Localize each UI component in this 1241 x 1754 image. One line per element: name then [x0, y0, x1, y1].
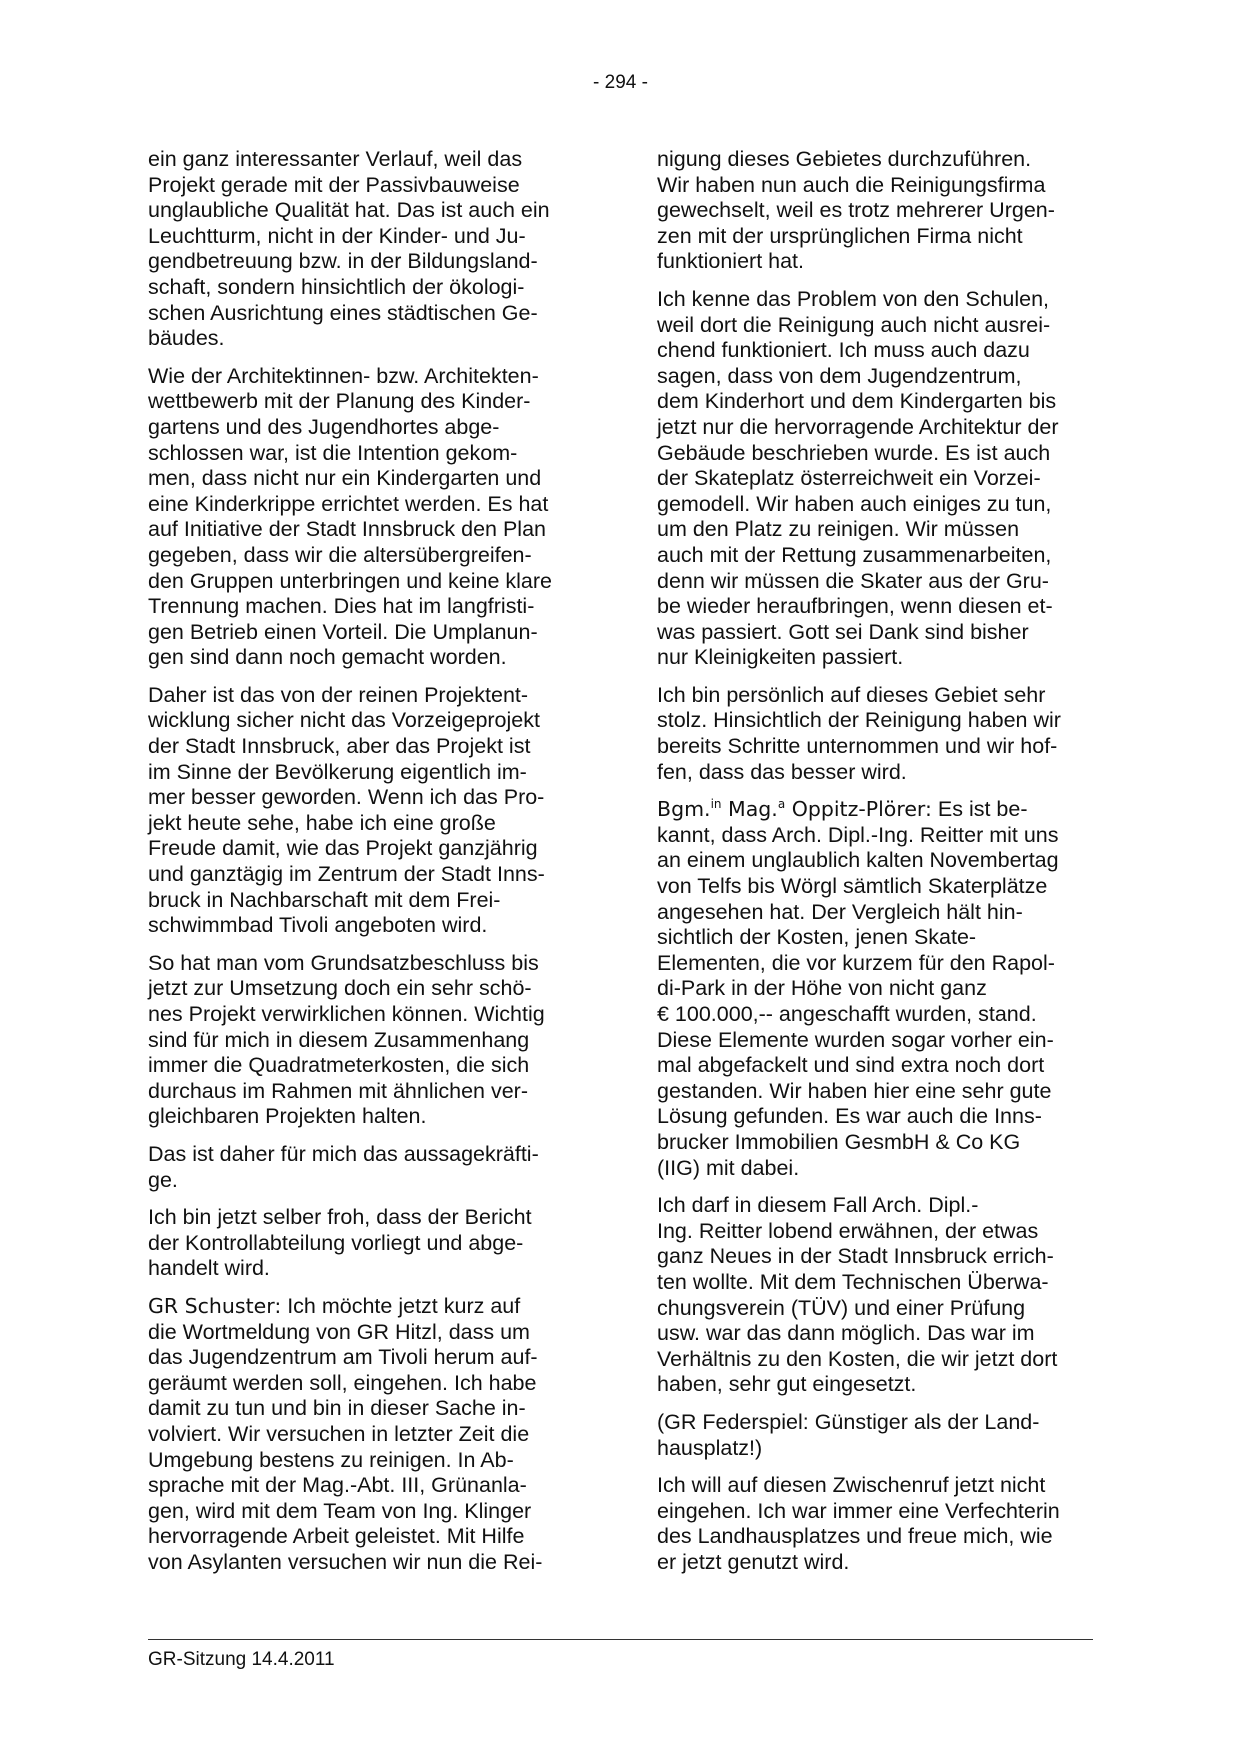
text-line: Das ist daher für mich das aussagekräfti- [148, 1141, 539, 1166]
text-line: Gebäude beschrieben wurde. Es ist auch [657, 440, 1051, 465]
text-line: an einem unglaublich kalten Novembertag [657, 848, 1059, 873]
text-line: gen, wird mit dem Team von Ing. Klinger [148, 1498, 532, 1523]
text-line [148, 1294, 584, 1320]
text-line: Wir haben nun auch die Reinigungsfirma [657, 172, 1046, 197]
text-line: chend funktioniert. Ich muss auch dazu [657, 338, 1030, 363]
text-line: jetzt nur die hervorragende Architektur der [657, 414, 1059, 439]
text-line: was passiert. Gott sei Dank sind bisher [657, 619, 1029, 644]
text-line: bereits Schritte unternommen und wir hof- [657, 734, 1058, 759]
right-column [657, 147, 1093, 1587]
speaker-title-suffix: in [710, 797, 722, 812]
text-line: sprache mit der Mag.-Abt. III, Grünanla- [148, 1473, 527, 1498]
text-line: weil dort die Reinigung auch nicht ausrei- [657, 312, 1051, 337]
text-line: den Gruppen unterbringen und keine klare [148, 568, 553, 593]
paragraph [148, 683, 584, 939]
paragraph [657, 147, 1093, 275]
text-line: sind für mich in diesem Zusammenhang [148, 1027, 530, 1052]
text-line: auf Initiative der Stadt Innsbruck den Plan [148, 517, 546, 542]
text-line: nigung dieses Gebietes durchzuführen. [657, 147, 1032, 171]
text-line: der Kontrollabteilung vorliegt und abge- [148, 1230, 524, 1255]
text-line: sichtlich der Kosten, jenen Skate- [657, 925, 977, 950]
text-line: ganz Neues in der Stadt Innsbruck errich- [657, 1244, 1054, 1269]
speech-text: Es ist be- [931, 797, 1028, 822]
text-line: mer besser geworden. Wenn ich das Pro- [148, 785, 545, 810]
text-line: des Landhausplatzes und freue mich, wie [657, 1524, 1053, 1549]
text-line: eingehen. Ich war immer eine Verfechterin [657, 1498, 1060, 1523]
text-line: Ich kenne das Problem von den Schulen, [657, 286, 1050, 311]
text-line: gartens und des Jugendhortes abge- [148, 414, 500, 439]
text-line: wicklung sicher nicht das Vorzeigeprojekt [148, 708, 540, 733]
text-line: Ich bin jetzt selber froh, dass der Bericht [148, 1205, 532, 1230]
text-line: damit zu tun und bin in dieser Sache in- [148, 1396, 526, 1421]
text-line: das Jugendzentrum am Tivoli herum auf- [148, 1345, 538, 1370]
text-line: jekt heute sehe, habe ich eine große [148, 810, 496, 835]
speech-text: Ich möchte jetzt kurz auf [281, 1293, 521, 1318]
paragraph [148, 147, 584, 352]
text-line: di-Park in der Höhe von nicht ganz [657, 976, 987, 1001]
speaker-surname: Oppitz-Plörer: [785, 797, 932, 822]
text-line: zen mit der ursprünglichen Firma nicht [657, 223, 1023, 248]
speaker-paragraph [148, 1294, 584, 1576]
speaker-name [657, 797, 932, 821]
text-line: angesehen hat. Der Vergleich hält hin- [657, 899, 1023, 924]
text-line: kannt, dass Arch. Dipl.-Ing. Reitter mit uns [657, 822, 1059, 847]
text-line: ein ganz interessanter Verlauf, weil das [148, 147, 523, 171]
text-line: der Stadt Innsbruck, aber das Projekt ist [148, 734, 531, 759]
paragraph [148, 1142, 584, 1193]
text-line: chungsverein (TÜV) und einer Prüfung [657, 1295, 1026, 1320]
text-line: (GR Federspiel: Günstiger als der Land- [657, 1409, 1040, 1434]
paragraph [148, 1205, 584, 1282]
text-line: mal abgefackelt und sind extra noch dort [657, 1053, 1045, 1078]
speaker-paragraph [657, 797, 1093, 1181]
text-line: gewechselt, weil es trotz mehrerer Urgen- [657, 198, 1055, 223]
text-line: nur Kleinigkeiten passiert. [657, 645, 904, 670]
text-line: stolz. Hinsichtlich der Reinigung haben wir [657, 708, 1061, 733]
left-column [148, 147, 584, 1587]
text-line: und ganztägig im Zentrum der Stadt Inns- [148, 862, 545, 887]
text-line: um den Platz zu reinigen. Wir müssen [657, 517, 1020, 542]
text-line: schlossen war, ist die Intention gekom- [148, 440, 518, 465]
text-line: Trennung machen. Dies hat im langfristi- [148, 594, 535, 619]
interjection-paragraph [657, 1410, 1093, 1461]
text-line: gen Betrieb einen Vorteil. Die Umplanun- [148, 619, 538, 644]
page-number: - 294 - [593, 72, 648, 93]
text-line: schaft, sondern hinsichtlich der ökologi- [148, 274, 525, 299]
speaker-name: GR Schuster: [148, 1293, 282, 1318]
paragraph [657, 287, 1093, 671]
text-line: im Sinne der Bevölkerung eigentlich im- [148, 759, 527, 784]
text-line: er jetzt genutzt wird. [657, 1549, 850, 1574]
footer-divider [148, 1639, 1093, 1640]
text-line: Freude damit, wie das Projekt ganzjährig [148, 836, 538, 861]
text-line: Lösung gefunden. Es war auch die Inns- [657, 1104, 1042, 1129]
text-line: Daher ist das von der reinen Projektent- [148, 682, 529, 707]
text-line: usw. war das dann möglich. Das war im [657, 1321, 1035, 1346]
text-line: fen, dass das besser wird. [657, 759, 907, 784]
text-line: Ich darf in diesem Fall Arch. Dipl.- [657, 1193, 979, 1218]
text-line: sagen, dass von dem Jugendzentrum, [657, 363, 1022, 388]
text-line: hervorragende Arbeit geleistet. Mit Hilfe [148, 1524, 525, 1549]
text-line: Ich will auf diesen Zwischenruf jetzt nicht [657, 1473, 1046, 1498]
text-line [657, 797, 1093, 823]
text-line: ten wollte. Mit dem Technischen Überwa- [657, 1269, 1049, 1294]
text-line: volviert. Wir versuchen in letzter Zeit die [148, 1421, 530, 1446]
text-line: be wieder heraufbringen, wenn diesen et- [657, 594, 1053, 619]
text-line: eine Kinderkrippe errichtet werden. Es hat [148, 491, 549, 516]
text-line: € 100.000,-- angeschafft wurden, stand. [657, 1002, 1037, 1026]
text-line: die Wortmeldung von GR Hitzl, dass um [148, 1319, 530, 1344]
text-line: immer die Quadratmeterkosten, die sich [148, 1053, 530, 1078]
text-line: von Telfs bis Wörgl sämtlich Skaterplätze [657, 874, 1048, 899]
text-line: hausplatz!) [657, 1435, 763, 1460]
text-line: Ich bin persönlich auf dieses Gebiet sehr [657, 682, 1046, 707]
paragraph [148, 951, 584, 1130]
text-line: men, dass nicht nur ein Kindergarten und [148, 466, 542, 491]
paragraph [657, 1473, 1093, 1575]
text-line: geräumt werden soll, eingehen. Ich habe [148, 1370, 537, 1395]
text-line: Elementen, die vor kurzem für den Rapol- [657, 950, 1055, 975]
text-line: funktioniert hat. [657, 249, 805, 274]
speaker-title: Bgm. [657, 797, 711, 822]
text-line: brucker Immobilien GesmbH & Co KG [657, 1129, 1021, 1154]
text-line: schwimmbad Tivoli angeboten wird. [148, 913, 488, 938]
text-line: nes Projekt verwirklichen können. Wichtig [148, 1002, 545, 1026]
text-line: jetzt zur Umsetzung doch ein sehr schö- [148, 976, 532, 1001]
text-line: von Asylanten versuchen wir nun die Rei- [148, 1549, 543, 1574]
text-line: gendbetreuung bzw. in der Bildungsland- [148, 249, 538, 274]
text-line: durchaus im Rahmen mit ähnlichen ver- [148, 1078, 528, 1103]
text-line: gleichbaren Projekten halten. [148, 1104, 427, 1129]
paragraph [657, 683, 1093, 785]
text-line: Umgebung bestens zu reinigen. In Ab- [148, 1447, 514, 1472]
text-line: Wie der Architektinnen- bzw. Architekten- [148, 363, 539, 388]
text-line: dem Kinderhort und dem Kindergarten bis [657, 389, 1057, 414]
text-line: bäudes. [148, 326, 225, 351]
text-line: handelt wird. [148, 1256, 270, 1281]
text-line: So hat man vom Grundsatzbeschluss bis [148, 950, 539, 975]
text-line: haben, sehr gut eingesetzt. [657, 1372, 917, 1397]
text-line: Leuchtturm, nicht in der Kinder- und Ju- [148, 223, 526, 248]
text-line: schen Ausrichtung eines städtischen Ge- [148, 300, 538, 325]
footer-session-label: GR-Sitzung 14.4.2011 [148, 1649, 335, 1670]
text-line: gemodell. Wir haben auch einiges zu tun, [657, 491, 1052, 516]
text-line: (IIG) mit dabei. [657, 1155, 800, 1180]
text-line: denn wir müssen die Skater aus der Gru- [657, 568, 1049, 593]
text-line: Ing. Reitter lobend erwähnen, der etwas [657, 1218, 1039, 1243]
text-line: Diese Elemente wurden sogar vorher ein- [657, 1027, 1054, 1052]
text-line: unglaubliche Qualität hat. Das ist auch ein [148, 198, 550, 223]
text-line: ge. [148, 1167, 178, 1192]
speaker-degree: Mag. [721, 797, 778, 822]
text-line: gestanden. Wir haben hier eine sehr gute [657, 1078, 1052, 1103]
paragraph [148, 364, 584, 671]
text-line: gegeben, dass wir die altersübergreifen- [148, 542, 532, 567]
text-line: auch mit der Rettung zusammenarbeiten, [657, 542, 1052, 567]
text-line: wettbewerb mit der Planung des Kinder- [148, 389, 531, 414]
speaker-degree-suffix: a [777, 797, 786, 812]
paragraph [657, 1193, 1093, 1398]
text-line: bruck in Nachbarschaft mit dem Frei- [148, 887, 501, 912]
text-line: Projekt gerade mit der Passivbauweise [148, 172, 520, 197]
text-line: Verhältnis zu den Kosten, die wir jetzt dort [657, 1346, 1058, 1371]
text-line: gen sind dann noch gemacht worden. [148, 645, 507, 670]
text-line: der Skateplatz österreichweit ein Vorzei- [657, 466, 1041, 491]
